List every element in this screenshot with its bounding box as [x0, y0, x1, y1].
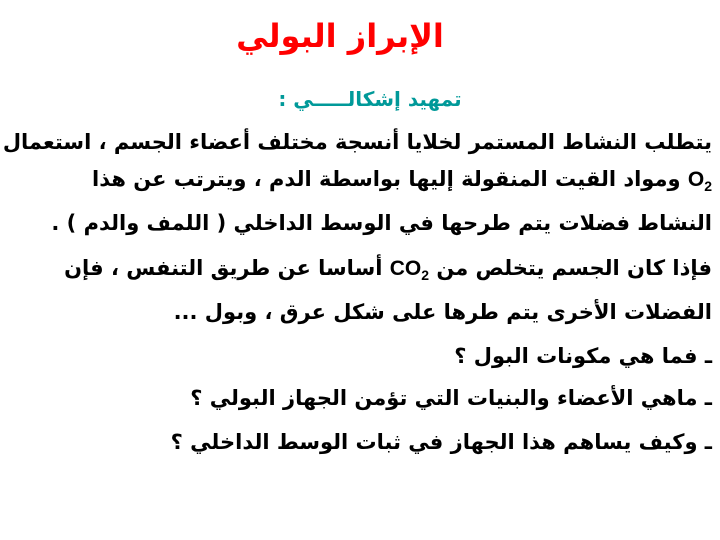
slide-subtitle: تمهيد إشكالـــــي : — [278, 87, 462, 111]
second-line-1 — [4, 250, 712, 294]
intro-line-3: النشاط فضلات يتم طرحها في الوسط الداخلي ( اللمف والدم ) . — [51, 211, 712, 236]
slide-title: الإبراز البولي — [236, 17, 444, 55]
question-3: ـ وكيف يساهم هذا الجهاز في ثبات الوسط الداخلي ؟ — [170, 430, 712, 454]
intro-line-2 — [4, 161, 712, 205]
question-2: ـ ماهي الأعضاء والبنيات التي تؤمن الجهاز البولي ؟ — [190, 386, 712, 410]
carbon-dioxide-formula: $CO_2$ — [389, 257, 430, 284]
oxygen-formula: $O_2$ — [687, 168, 712, 195]
intro-paragraph — [4, 124, 712, 242]
second-line-1-before: فإذا كان الجسم يتخلص من — [436, 256, 712, 280]
question-1: ـ فما هي مكونات البول ؟ — [454, 344, 712, 368]
intro-line-1: يتطلب النشاط المستمر لخلايا أنسجة مختلف أعضاء الجسم ، استعمال — [2, 130, 712, 154]
second-line-1-after: أساسا عن طريق التنفس ، فإن — [64, 256, 383, 280]
intro-line-2-text: ومواد القيت المنقولة إليها بواسطة الدم ، ويترتب عن هذا — [92, 167, 681, 191]
second-line-2: الفضلات الأخرى يتم طرها على شكل عرق ، وبول ... — [173, 300, 712, 325]
second-paragraph — [4, 250, 712, 331]
